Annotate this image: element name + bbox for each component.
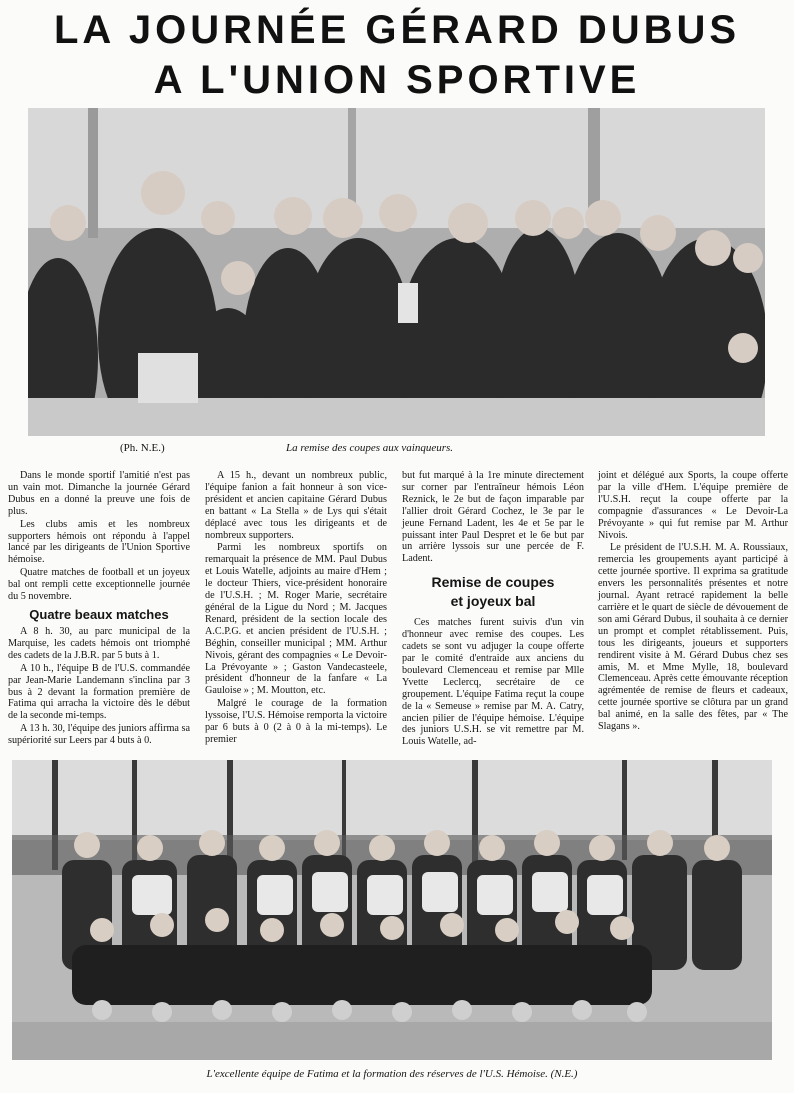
photo-trophy-ceremony <box>28 108 765 436</box>
subheading-line-2: et joyeux bal <box>450 593 536 610</box>
paragraph: Le président de l'U.S.H. M. A. Roussiaux, remercia les groupements ayant participé à cette journée sportive. Il exprima sa gratitude envers les personnalités présentes et notre journal. Ayant retracé rapidement la belle carrière et le quart de siècle de dévouement de son ami Gérard Dubus, il souhaita à ce dernier un prompt et complet rétablissement. Puis, tous les dirigeants, joueurs et supporters rendirent visite à M. Gérard Dubus chez ses amis, M. et Mme Mylle, 18, boulevard Clemenceau. Après cette émouvante réception agrémentée de remise de fleurs et cadeaux, cette journée sportive se clôtura par un grand bal animé, en la salle des fêtes, par « The Slagans ». <box>598 542 788 733</box>
photo-team-group-drawing <box>12 760 772 1060</box>
subheading-remise-de-coupes <box>402 573 584 611</box>
paragraph: Les clubs amis et les nombreux supporters hémois ont répondu à l'appel lancé par les dirigeants de l'Union Sportive hémoise. <box>8 518 190 566</box>
headline-line-2: A L'UNION SPORTIVE <box>153 58 641 102</box>
article-column-2 <box>205 470 387 747</box>
paragraph: but fut marqué à la 1re minute directement sur corner par l'entraîneur hémois Léon Reznick, le 2e but de façon imparable par l'allier droit Gérard Cochez, le 3e par le jeune Fernand Ladent, les 4e et 5e par le puissant inter Paul Despret et le 6e but par un arrière lyssois sur une percée de F. Ladent. <box>402 470 584 565</box>
paragraph: Quatre matches de football et un joyeux bal ont rempli cette exceptionnelle journée du 5 novembre. <box>8 567 190 603</box>
paragraph: A 10 h., l'équipe B de l'U.S. commandée par Jean-Marie Landemann s'inclina par 3 bus à 2 devant la formation première de Fatima qui arracha la victoire dès le début de la seconde mi-temps. <box>8 662 190 722</box>
paragraph: A 8 h. 30, au parc municipal de la Marquise, les cadets hémois ont triomphé des cadets de la J.B.R. par 5 buts à 1. <box>8 625 190 661</box>
paragraph: Dans le monde sportif l'amitié n'est pas un vain mot. Dimanche la journée Gérard Dubus en a donné la preuve une fois de plus. <box>8 470 190 517</box>
article-column-1 <box>8 470 190 748</box>
paragraph: Parmi les nombreux sportifs on remarquait la présence de MM. Paul Dubus et Louis Watelle, adjoints au maire d'Hem ; le docteur Thiers, vice-président honoraire de l'U.S.H. ; M. Roger Marie, secrétaire général de la Ligue du Nord ; M. Jacques Renard, président de la section locale des A.C.P.G. et ancien président de l'U.S.H. ; Béghin, conseiller municipal ; MM. Arthur Nivois, gérant des compagnies « Le Devoir-La Prévoyante » ; Gaston Vandecasteele, président d'honneur de la fanfare « La Gauloise » ; M. Moutton, etc. <box>205 542 387 697</box>
subheading-quatre-beaux-matches: Quatre beaux matches <box>29 606 169 622</box>
article-column-4 <box>598 470 788 734</box>
article-column-3 <box>402 470 584 749</box>
headline-line-1: LA JOURNÉE GÉRARD DUBUS <box>53 8 741 52</box>
photo-top-caption-row <box>28 442 765 460</box>
photo-credit: (Ph. N.E.) <box>120 442 165 454</box>
paragraph: joint et délégué aux Sports, la coupe offerte par la ville d'Hem. L'équipe première de l'U.S.H. reçut la coupe offerte par la compagnie d'assurances « Le Devoir-La Prévoyante » qui fut remise par M. Arthur Nivois. <box>598 470 788 541</box>
photo-bottom-caption: L'excellente équipe de Fatima et la formation des réserves de l'U.S. Hémoise. (N.E.) <box>206 1068 578 1080</box>
photo-trophy-ceremony-drawing <box>28 108 765 436</box>
subheading-line-1: Remise de coupes <box>431 574 555 591</box>
paragraph: A 15 h., devant un nombreux public, l'équipe fanion a fait honneur à son vice-président et ancien capitaine Gérard Dubus en battant « La Stella » de Lys qui s'était déplacé avec tous les dirigeants et de nombreux supporters. <box>205 470 387 541</box>
paragraph: Ces matches furent suivis d'un vin d'honneur avec remise des coupes. Les cadets se sont vu adjuger la coupe offerte par le comité d'entraide aux anciens du boulevard Clemenceau et remise par Mlle Yvette Leclercq, secrétaire de ce groupement. L'équipe Fatima reçut la coupe de la « Semeuse » remise par M. A. Catry, ancien pilier de l'équipe hémoise. L'équipe des juniors U.S.H. se vit remettre par M. Louis Watelle, ad- <box>402 617 584 748</box>
photo-top-caption: La remise des coupes aux vainqueurs. <box>286 442 454 454</box>
paragraph: Malgré le courage de la formation lyssoise, l'U.S. Hémoise remporta la victoire par 6 buts à 0 (2 à 0 à la mi-temps). Le premier <box>205 698 387 745</box>
paragraph: A 13 h. 30, l'équipe des juniors affirma sa supériorité sur Leers par 4 buts à 0. <box>8 723 190 747</box>
photo-team-group <box>12 760 772 1060</box>
